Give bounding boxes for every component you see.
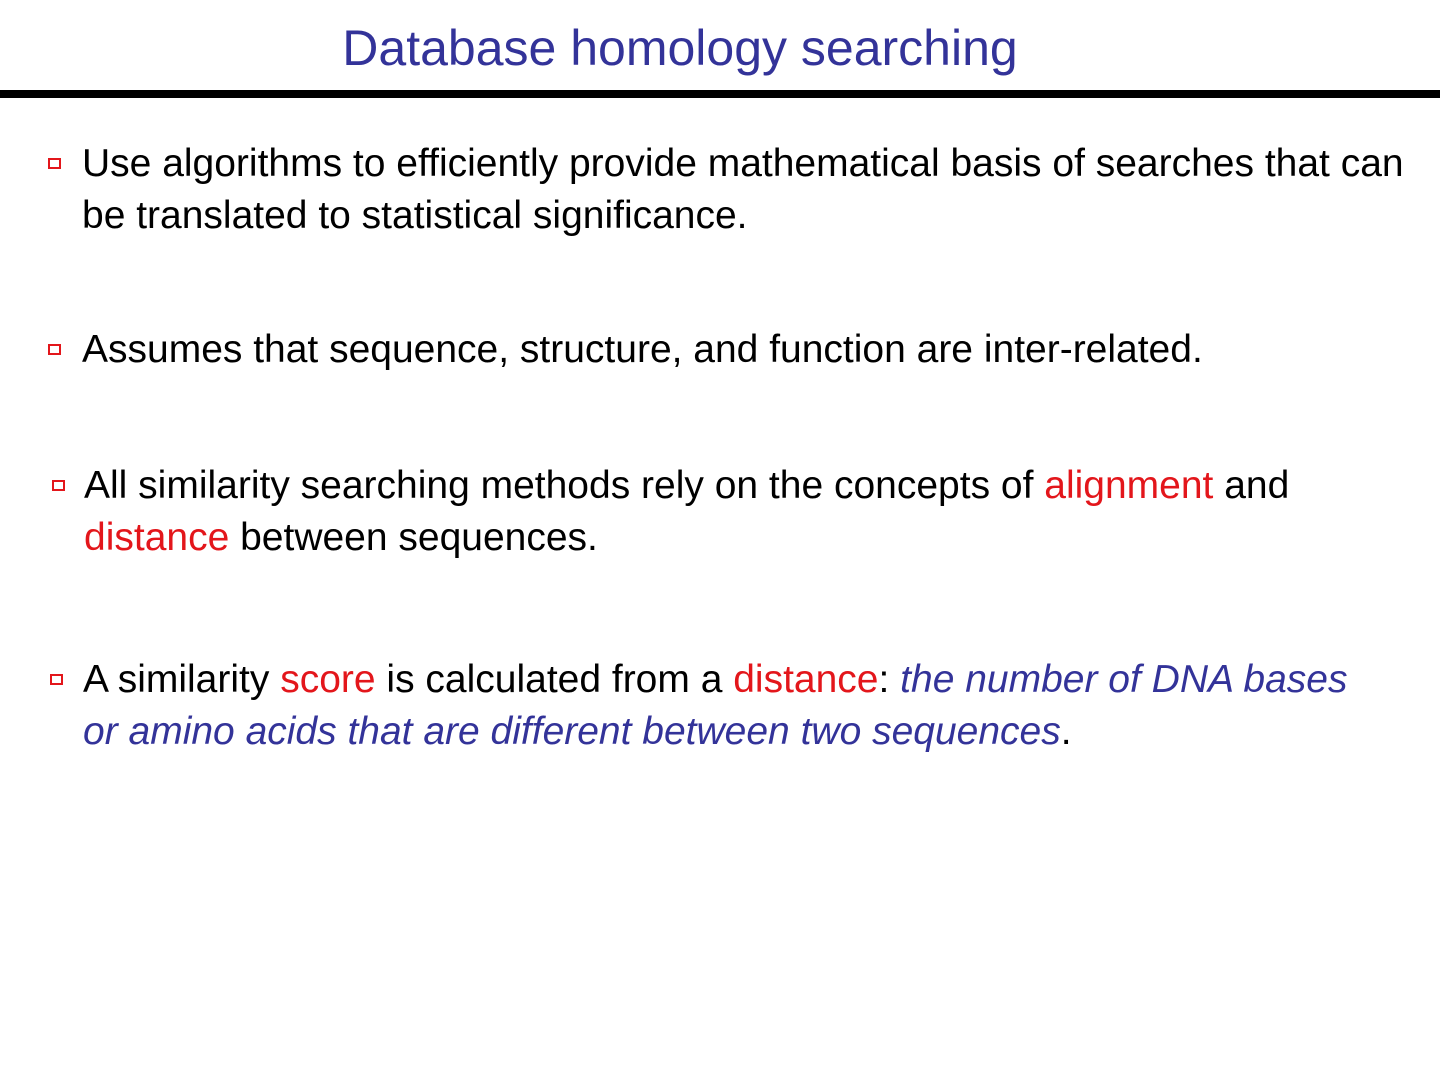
text-segment: All similarity searching methods rely on the concepts of	[84, 464, 1045, 507]
text-segment: .	[1060, 710, 1072, 753]
highlight-distance: distance	[84, 516, 230, 559]
square-bullet-icon	[52, 480, 65, 491]
text-segment: between sequences.	[229, 516, 598, 559]
text-segment: :	[878, 658, 901, 701]
distance-definition: the number of DNA bases or amino acids that are different between two sequences	[83, 658, 1348, 753]
slide-title: Database homology searching	[342, 20, 1018, 76]
title-divider	[0, 90, 1440, 98]
text-segment: is calculated from a	[375, 658, 734, 701]
highlight-distance: distance	[733, 658, 879, 701]
bullet-text: Use algorithms to efficiently provide mathematical basis of searches that can be translated to statistical significance.	[82, 142, 1404, 237]
square-bullet-icon	[50, 674, 63, 685]
text-segment: A similarity	[83, 658, 281, 701]
square-bullet-icon	[48, 344, 61, 355]
bullet-text	[84, 460, 1360, 564]
bullet-text	[83, 654, 1370, 758]
highlight-alignment: alignment	[1044, 464, 1214, 507]
highlight-score: score	[280, 658, 376, 701]
square-bullet-icon	[48, 158, 61, 169]
text-segment: and	[1213, 464, 1290, 507]
bullet-text: Assumes that sequence, structure, and function are inter-related.	[82, 328, 1203, 371]
